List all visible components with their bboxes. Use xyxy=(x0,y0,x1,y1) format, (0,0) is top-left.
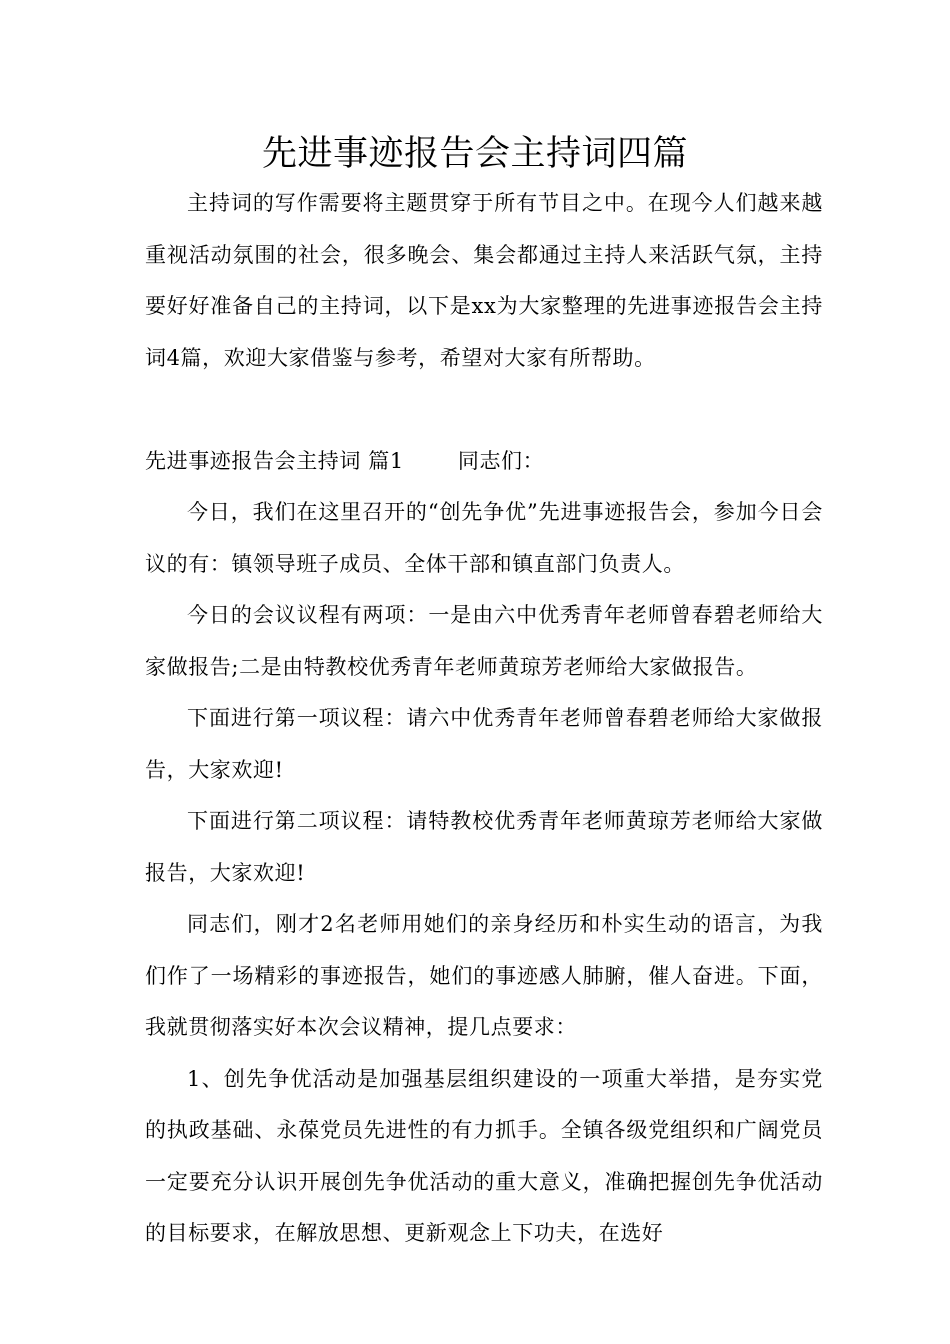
intro-paragraph: 主持词的写作需要将主题贯穿于所有节目之中。在现今人们越来越重视活动氛围的社会，很多晚会、集会都通过主持人来活跃气氛，主持要好好准备自己的主持词，以下是xx为大家整理的先进事迹报告会主持词4篇，欢迎大家借鉴与参考，希望对大家有所帮助。 xyxy=(145,191,823,370)
document-body xyxy=(145,178,823,1260)
body-paragraph: 今日的会议议程有两项：一是由六中优秀青年老师曾春碧老师给大家做报告;二是由特教校优秀青年老师黄琼芳老师给大家做报告。 xyxy=(145,603,823,679)
salutation: 同志们： xyxy=(457,448,545,473)
blank-line xyxy=(145,384,823,436)
document-title: 先进事迹报告会主持词四篇 xyxy=(261,134,688,174)
body-paragraph: 今日，我们在这里召开的“创先争优”先进事迹报告会，参加今日会议的有：镇领导班子成员、全体干部和镇直部门负责人。 xyxy=(145,500,823,576)
body-paragraph: 1、创先争优活动是加强基层组织建设的一项重大举措，是夯实党的执政基础、永葆党员先进性的有力抓手。全镇各级党组织和广阔党员一定要充分认识开展创先争优活动的重大意义，准确把握创先争优活动的目标要求，在解放思想、更新观念上下功夫，在选好 xyxy=(145,1066,823,1245)
body-paragraph: 下面进行第二项议程：请特教校优秀青年老师黄琼芳老师给大家做报告，大家欢迎! xyxy=(145,809,823,885)
section-heading: 先进事迹报告会主持词 篇1 xyxy=(145,448,404,473)
body-paragraph: 同志们，刚才2名老师用她们的亲身经历和朴实生动的语言，为我们作了一场精彩的事迹报告，她们的事迹感人肺腑，催人奋进。下面，我就贯彻落实好本次会议精神，提几点要求： xyxy=(145,912,823,1039)
section-heading-line xyxy=(145,436,823,488)
body-paragraph: 下面进行第一项议程：请六中优秀青年老师曾春碧老师给大家做报告，大家欢迎! xyxy=(145,706,823,782)
